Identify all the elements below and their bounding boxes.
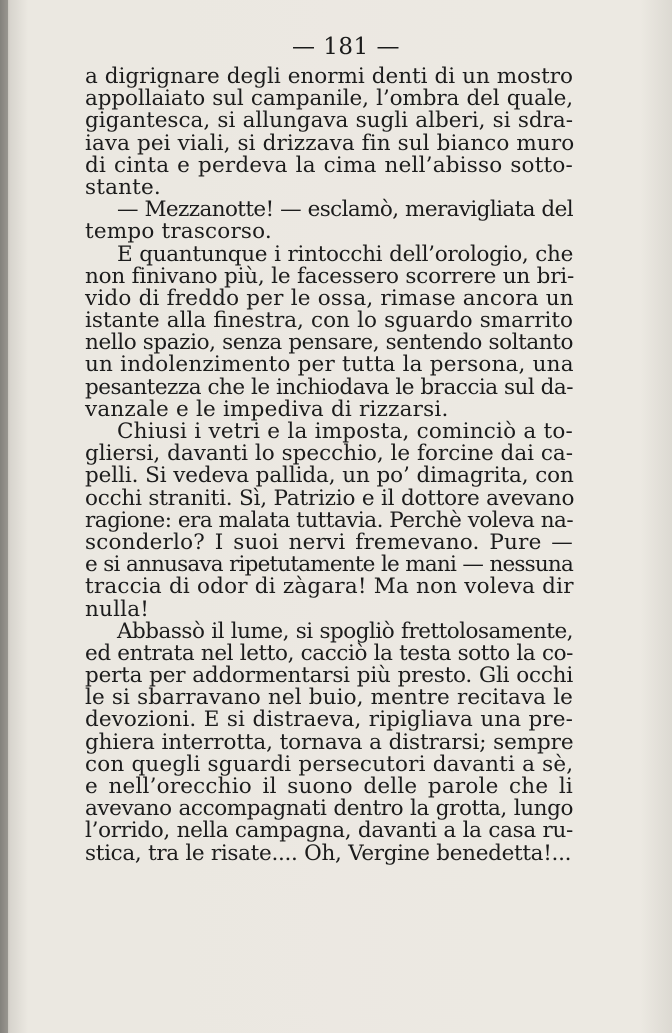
text-line: perta per addormentarsi più presto. Gli occhi: [85, 663, 573, 689]
text-line: nello spazio, senza pensare, sentendo soltanto: [85, 330, 573, 356]
text-line: E quantunque i rintocchi dell’orologio, che: [117, 241, 573, 267]
text-line: vido di freddo per le ossa, rimase ancora un: [85, 285, 574, 311]
text-line: tempo trascorso.: [85, 219, 272, 245]
text-line: un indolenzimento per tutta la persona, una: [85, 352, 574, 378]
text-line: stante.: [85, 174, 161, 200]
text-line: ed entrata nel letto, cacciò la testa sotto la co-: [85, 640, 573, 666]
text-line: appollaiato sul campanile, l’ombra del quale,: [85, 86, 573, 112]
text-line: gliersi, davanti lo specchio, le forcine dai ca-: [85, 441, 573, 467]
text-line: vanzale e le impediva di rizzarsi.: [85, 396, 449, 422]
body-text: [85, 66, 573, 865]
text-line: — Mezzanotte! — esclamò, meravigliata del: [117, 197, 573, 223]
text-line: l’orrido, nella campagna, davanti a la casa ru-: [85, 818, 573, 844]
text-line: iava pei viali, si drizzava fin sul bianco muro: [85, 130, 575, 156]
text-line: occhi straniti. Sì, Patrizio e il dottore avevano: [85, 485, 575, 511]
text-line: devozioni. E si distraeva, ripigliava una pre-: [85, 707, 573, 733]
text-line: traccia di odor di zàgara! Ma non voleva dir: [85, 574, 574, 600]
text-line: non finivano più, le facessero scorrere un bri-: [85, 263, 575, 289]
text-line: e si annusava ripetutamente le mani — nessuna: [85, 552, 573, 578]
text-line: Abbassò il lume, si spogliò frettolosamente,: [117, 618, 573, 644]
text-line: pesantezza che le inchiodava le braccia sul da-: [85, 374, 573, 400]
text-line: le si sbarravano nel buio, mentre recitava le: [85, 685, 573, 711]
text-line: pelli. Si vedeva pallida, un po’ dimagrita, con: [85, 463, 574, 489]
text-line: ragione: era malata tuttavia. Perchè voleva na-: [85, 507, 574, 533]
text-line: nulla!: [85, 596, 150, 622]
text-line: ghiera interrotta, tornava a distrarsi; sempre: [85, 729, 574, 755]
text-line: di cinta e perdeva la cima nell’abisso sotto-: [85, 152, 573, 178]
text-line: istante alla finestra, con lo sguardo smarrito: [85, 308, 573, 334]
binding-shadow: [0, 0, 8, 1033]
text-line: avevano accompagnati dentro la grotta, lungo: [85, 796, 573, 822]
text-line: a digrignare degli enormi denti di un mostro: [85, 64, 573, 89]
text-line: stica, tra le risate.... Oh, Vergine benedetta!...: [85, 840, 572, 866]
page-number: — 181 —: [291, 34, 401, 60]
text-line: con quegli sguardi persecutori davanti a sè,: [85, 751, 574, 777]
text-line: e nell’orecchio il suono delle parole che li: [85, 774, 573, 799]
text-line: gigantesca, si allungava sugli alberi, si sdra-: [85, 108, 573, 134]
text-line: Chiusi i vetri e la imposta, cominciò a to-: [117, 419, 573, 444]
text-line: sconderlo? I suoi nervi fremevano. Pure —: [85, 529, 573, 555]
